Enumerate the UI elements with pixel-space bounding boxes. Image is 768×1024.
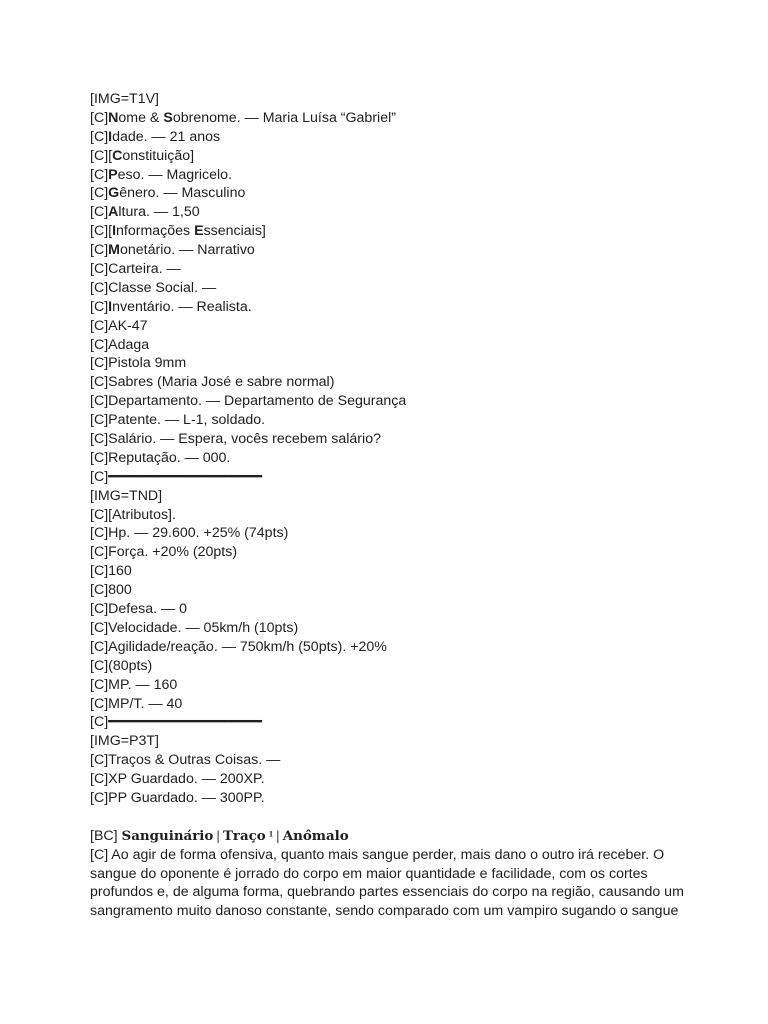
text-segment: nventário. — Realista.: [112, 298, 252, 315]
text-line: [IMG=TND]: [90, 487, 163, 504]
text-segment: [C][: [90, 147, 113, 164]
text-segment: ome &: [118, 109, 164, 126]
text-line: [C]━━━━━━━━━━━━━━━━━━: [90, 468, 262, 485]
bold-initial: A: [108, 204, 119, 221]
text-segment: [C]: [90, 166, 109, 183]
text-segment: [C]: [90, 128, 109, 145]
text-line: [90, 166, 680, 185]
text-line: [C]Traços & Outras Coisas. —: [90, 752, 281, 769]
paragraph-line: profundos e, de alguma forma, quebrando partes essenciais do corpo na região, causando um: [90, 884, 684, 901]
text-segment: onetário. — Narrativo: [119, 242, 255, 259]
text-segment: dade. — 21 anos: [112, 128, 221, 145]
text-line: [90, 222, 680, 241]
section-heading-prefix: [BC]: [90, 827, 122, 844]
bold-initial: C: [112, 147, 123, 164]
text-line: [90, 298, 680, 317]
text-line: [C]AK-47: [90, 317, 148, 334]
bold-initial: I: [112, 223, 117, 240]
paragraph-line: [C] Ao agir de forma ofensiva, quanto mais sangue perder, mais dano o outro irá receber. O: [90, 846, 665, 863]
text-line: [C]Defesa. — 0: [90, 601, 187, 618]
section-heading-title: 𝐒𝐚𝐧𝐠𝐮𝐢𝐧𝐚́𝐫𝐢𝐨 | 𝐓𝐫𝐚𝐜̧𝐨 ¹ | 𝐀𝐧𝐨̂𝐦𝐚𝐥𝐨: [121, 827, 349, 843]
bold-initial: N: [108, 109, 119, 126]
text-line: [90, 203, 680, 222]
paragraph-line: sangue do oponente é jorrado do corpo em maior quantidade e facilidade, com os cortes: [90, 865, 648, 882]
text-line: [C]Salário. — Espera, vocês recebem salário?: [90, 431, 381, 448]
text-line: [90, 241, 680, 260]
text-line: [C]MP. — 160: [90, 676, 178, 693]
text-segment: [C]: [90, 204, 109, 221]
bold-initial: M: [108, 242, 120, 259]
paragraph-line: sangramento muito danoso constante, sendo comparado com um vampiro sugando o sangue: [90, 903, 679, 920]
text-line: [C]Patente. — L-1, soldado.: [90, 412, 266, 429]
text-line: [C]━━━━━━━━━━━━━━━━━━: [90, 714, 262, 731]
text-line: [IMG=P3T]: [90, 733, 159, 750]
text-line: [90, 128, 680, 147]
text-segment: [C]: [90, 109, 109, 126]
text-line: [C]Pistola 9mm: [90, 355, 187, 372]
text-line: [C]Reputação. — 000.: [90, 449, 231, 466]
text-line: [C]Força. +20% (20pts): [90, 544, 238, 561]
character-sheet-lines: [90, 90, 680, 808]
text-line: [C]800: [90, 582, 132, 599]
blank-line: [90, 808, 680, 827]
text-segment: eso. — Magricelo.: [117, 166, 232, 183]
section-paragraph: [90, 846, 684, 922]
text-segment: [C]: [90, 298, 109, 315]
text-segment: nformações: [116, 223, 195, 240]
text-line: [C]Adaga: [90, 336, 150, 353]
text-line: [C]PP Guardado. — 300PP.: [90, 789, 265, 806]
text-line: [C]Velocidade. — 05km/h (10pts): [90, 619, 299, 636]
text-line: [C]Carteira. —: [90, 261, 181, 278]
text-line: [C]Sabres (Maria José e sabre normal): [90, 374, 335, 391]
bold-initial: I: [108, 298, 113, 315]
text-line: [C](80pts): [90, 657, 153, 674]
text-line: [IMG=T1V]: [90, 91, 159, 107]
document-page: [90, 90, 684, 921]
text-line: [C]Hp. — 29.600. +25% (74pts): [90, 525, 289, 542]
bold-initial: E: [194, 223, 204, 240]
text-line: [90, 147, 680, 166]
text-segment: ssenciais]: [203, 223, 266, 240]
text-line: [C]Agilidade/reação. — 750km/h (50pts). +20%: [90, 638, 387, 655]
text-segment: ênero. — Masculino: [119, 185, 246, 202]
bold-initial: P: [108, 166, 118, 183]
text-line: [C][Atributos].: [90, 506, 176, 523]
bold-initial: S: [163, 109, 173, 126]
text-segment: [C]: [90, 185, 109, 202]
text-line: [C]MP/T. — 40: [90, 695, 183, 712]
text-line: [C]Departamento. — Departamento de Segurança: [90, 393, 407, 410]
text-line: [90, 184, 680, 203]
text-segment: ltura. — 1,50: [118, 204, 200, 221]
section-heading: [90, 827, 680, 846]
text-line: [C]XP Guardado. — 200XP.: [90, 771, 265, 788]
bold-initial: G: [108, 185, 120, 202]
text-segment: [C]: [90, 242, 109, 259]
text-line: [90, 109, 680, 128]
bold-initial: I: [108, 128, 113, 145]
text-line: [C]160: [90, 563, 132, 580]
text-line: [C]Classe Social. —: [90, 279, 217, 296]
text-segment: [C][: [90, 223, 113, 240]
text-segment: obrenome. — Maria Luísa “Gabriel”: [172, 109, 396, 126]
text-segment: onstituição]: [122, 147, 195, 164]
